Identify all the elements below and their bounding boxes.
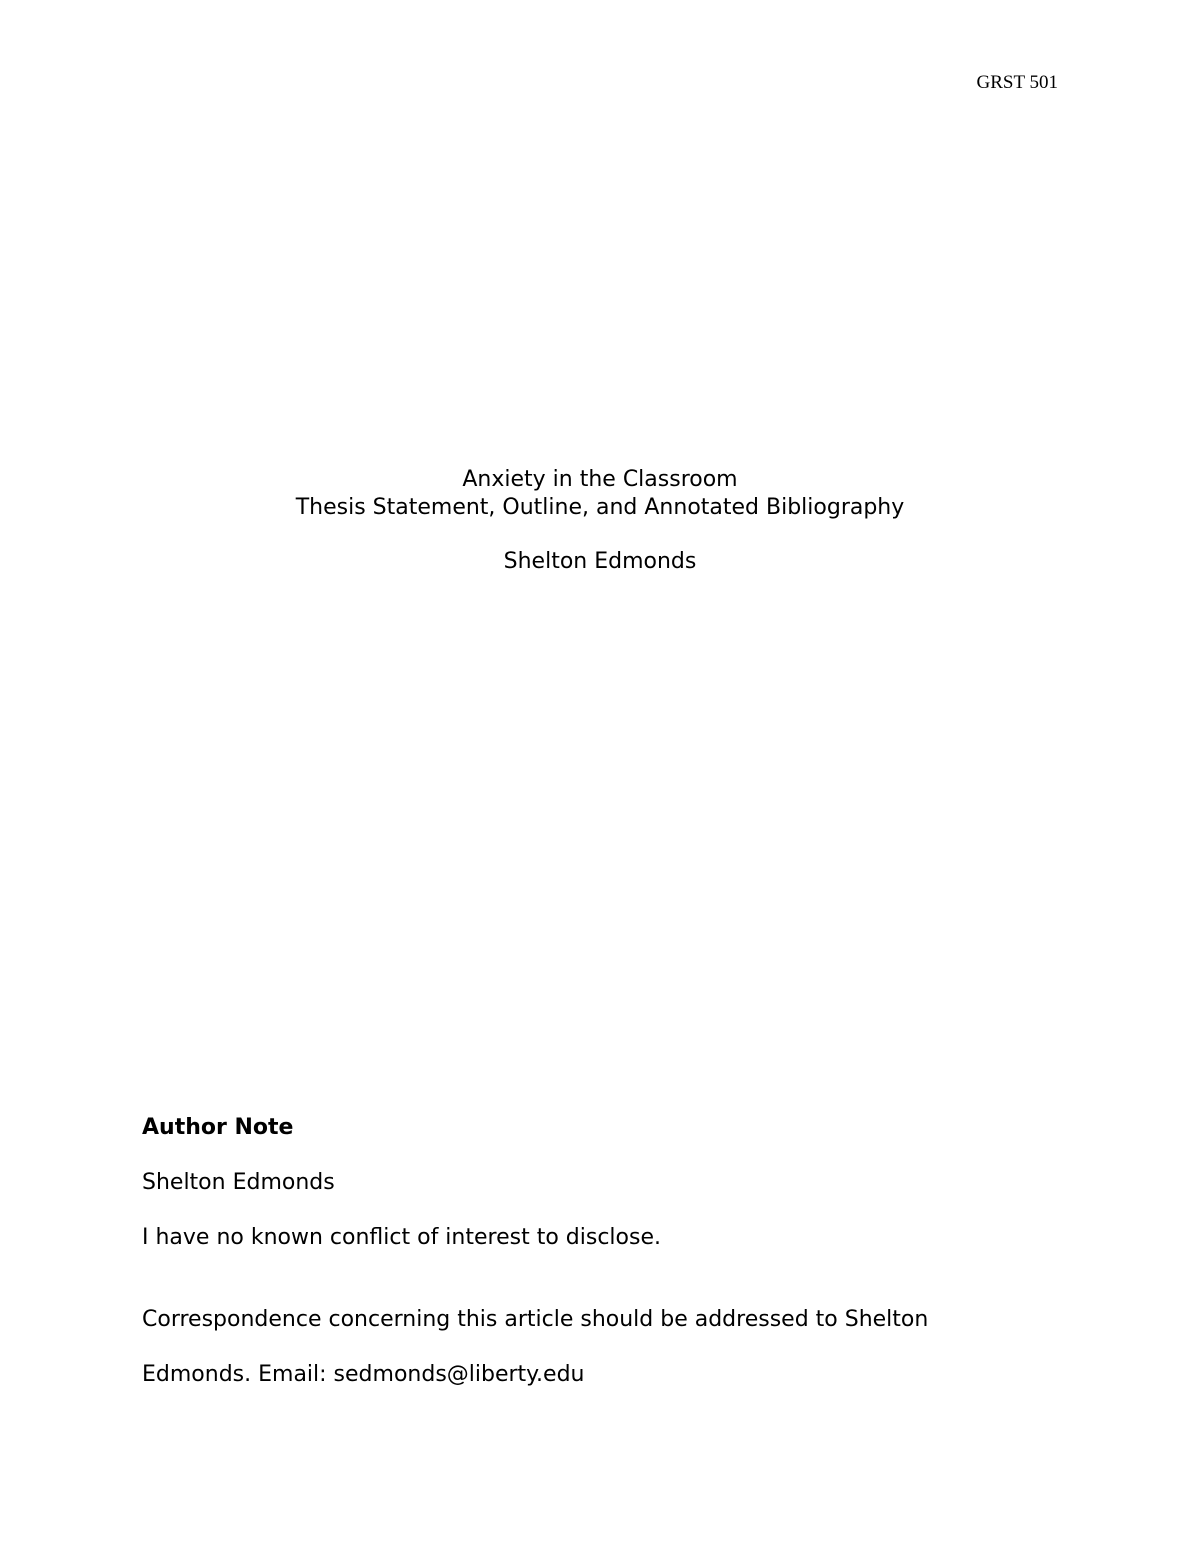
- conflict-of-interest-statement: I have no known conflict of interest to disclose.: [142, 1225, 661, 1250]
- author-note-section: [142, 1114, 1062, 1389]
- author-name: Shelton Edmonds: [503, 549, 697, 574]
- title-block: [0, 466, 1200, 576]
- paper-title: Anxiety in the Classroom: [462, 467, 738, 492]
- author-note-heading: Author Note: [142, 1115, 294, 1140]
- correspondence-line-2: Edmonds. Email: sedmonds@liberty.edu: [142, 1362, 585, 1387]
- paper-subtitle: Thesis Statement, Outline, and Annotated Bibliography: [295, 495, 905, 520]
- author-note-name: Shelton Edmonds: [142, 1170, 335, 1195]
- correspondence-line-1: Correspondence concerning this article should be addressed to Shelton: [142, 1307, 929, 1332]
- running-head: GRST 501: [976, 72, 1058, 93]
